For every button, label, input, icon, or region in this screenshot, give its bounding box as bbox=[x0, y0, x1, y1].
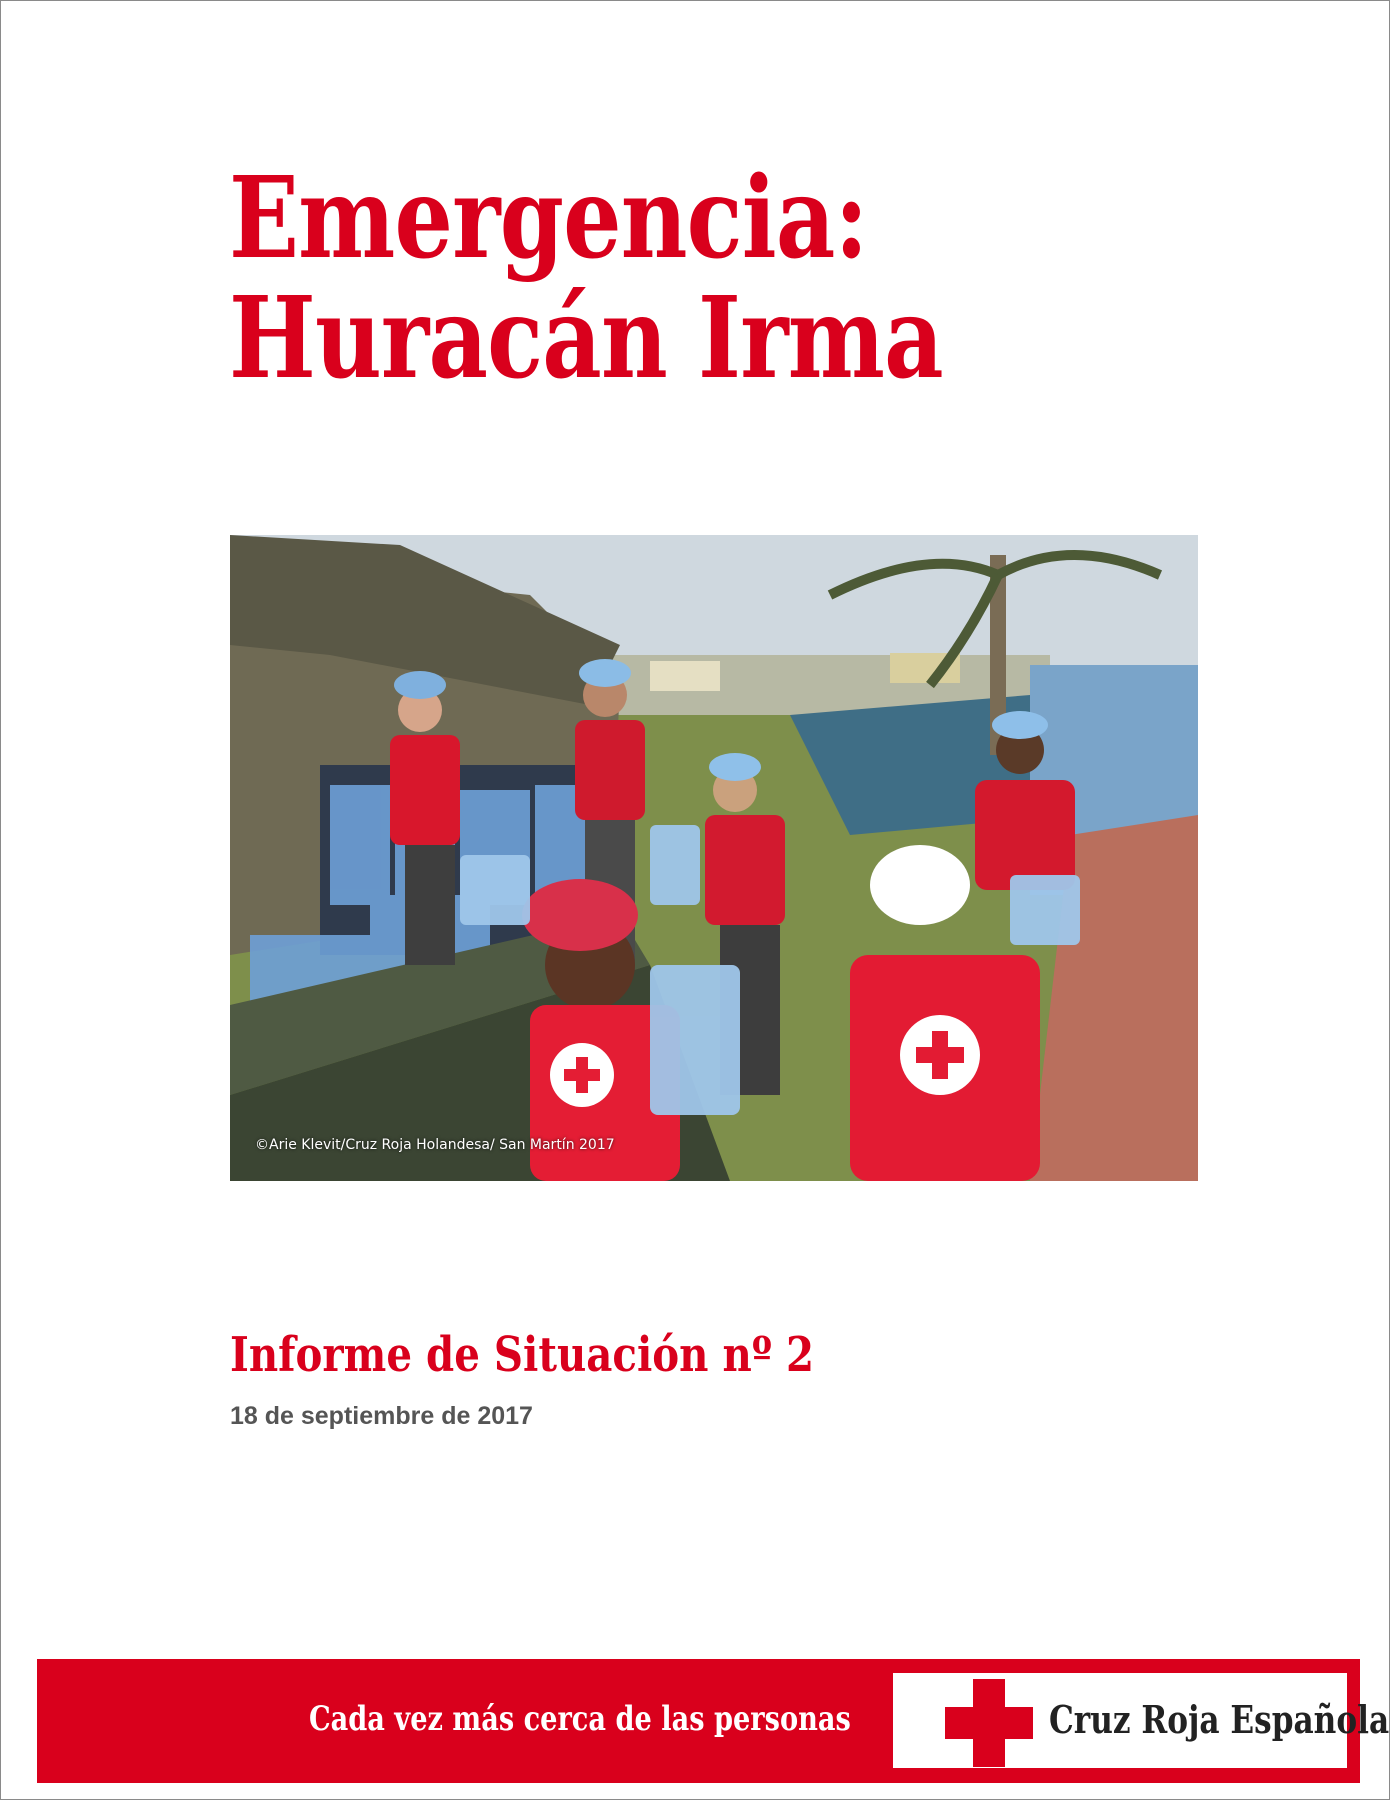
red-cross-icon bbox=[945, 1679, 1033, 1767]
organization-logo bbox=[893, 1673, 1390, 1768]
title-line-2: Huracán Irma bbox=[229, 273, 943, 404]
cover-photo-illustration bbox=[230, 535, 1198, 1181]
organization-name: Cruz Roja Española bbox=[1049, 1697, 1390, 1742]
footer-tagline: Cada vez más cerca de las personas bbox=[309, 1699, 851, 1739]
photo-credit: ©Arie Klevit/Cruz Roja Holandesa/ San Martín 2017 bbox=[255, 1137, 615, 1153]
footer-banner bbox=[37, 1659, 1390, 1783]
title-line-1: Emergencia: bbox=[229, 153, 868, 284]
cover-photo bbox=[230, 535, 1198, 1181]
report-title: Informe de Situación nº 2 bbox=[230, 1327, 815, 1383]
report-date: 18 de septiembre de 2017 bbox=[230, 1402, 533, 1430]
document-title bbox=[229, 153, 943, 404]
